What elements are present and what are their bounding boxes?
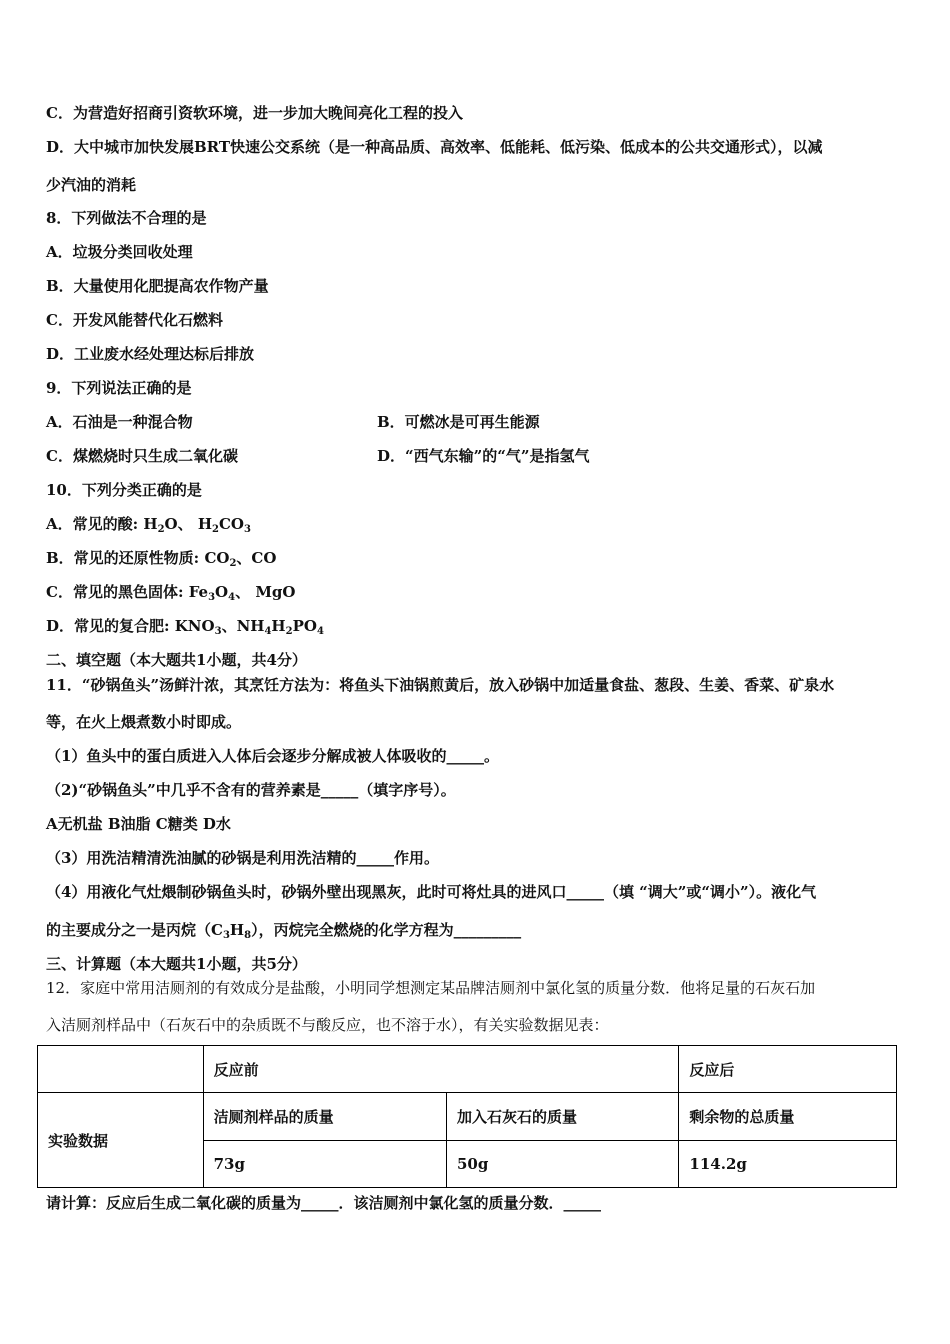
- q7-option-d-line2: 少汽油的消耗: [46, 176, 137, 194]
- q10-option-a: A．常见的酸: $H_2O$、 $H_2CO_3$: [46, 515, 251, 535]
- q12-question: 请计算：反应后生成二氧化碳的质量为_____．该洁厕剂中氯化氢的质量分数．_____: [46, 1194, 602, 1212]
- q8-option-a: A．垃圾分类回收处理: [46, 243, 193, 261]
- q11-stem-line1: 11．“砂锅鱼头”汤鲜汁浓，其烹饪方法为：将鱼头下油锅煎黄后，放入砂锅中加适量食盐、葱段、生姜、香菜、矿泉水: [46, 676, 835, 694]
- q11-sub2: （2)“砂锅鱼头”中几乎不含有的营养素是_____（填字序号）。: [46, 781, 456, 799]
- table-header-before: 反应前: [203, 1046, 679, 1093]
- q9-option-c: C．煤燃烧时只生成二氧化碳: [46, 447, 238, 465]
- experiment-data-table: [37, 1045, 897, 1188]
- q12-stem-line1: 12．家庭中常用洁厕剂的有效成分是盐酸，小明同学想测定某品牌洁厕剂中氯化氢的质量分数．他将足量的石灰石加: [46, 979, 816, 997]
- q11-sub4-cont: 的主要成分之一是丙烷$(C_3H_8)$，丙烷完全燃烧的化学方程为_________: [46, 921, 522, 941]
- q10-option-d: D．常见的复合肥: $KNO_3$、$NH_4H_2PO_4$: [46, 617, 324, 637]
- q11-options: A无机盐 B油脂 C糖类 D水: [46, 815, 231, 833]
- q11-sub4: （4）用液化气灶煨制砂锅鱼头时，砂锅外壁出现黑灰，此时可将灶具的进风口_____（填 “调大”或“调小”）。液化气: [46, 883, 817, 901]
- table-header-after: 反应后: [679, 1046, 897, 1093]
- table-value-remainder-mass: 114.2g: [679, 1141, 897, 1188]
- table-col-header-sample-mass: 洁厕剂样品的质量: [203, 1093, 446, 1141]
- q11-sub3: （3）用洗洁精清洗油腻的砂锅是利用洗洁精的_____作用。: [46, 849, 439, 867]
- q8-stem: 8．下列做法不合理的是: [46, 209, 207, 227]
- table-corner-cell: [38, 1046, 204, 1093]
- q10-option-c: C．常见的黑色固体: $Fe_3O_4$、 MgO: [46, 583, 296, 603]
- q11-stem-line2: 等，在火上煨煮数小时即成。: [46, 713, 242, 731]
- table-value-sample-mass: 73g: [203, 1141, 446, 1188]
- q7-option-d-line1: D．大中城市加快发展BRT快速公交系统（是一种高品质、高效率、低能耗、低污染、低成本的公共交通形式），以减: [46, 138, 823, 156]
- q9-stem: 9．下列说法正确的是: [46, 379, 192, 397]
- section-2-heading: 二、填空题（本大题共1小题，共4分）: [46, 651, 307, 669]
- q7-option-c: C．为营造好招商引资软环境，进一步加大晚间亮化工程的投入: [46, 104, 463, 122]
- q8-option-d: D．工业废水经处理达标后排放: [46, 345, 255, 363]
- q8-option-c: C．开发风能替代化石燃料: [46, 311, 223, 329]
- q8-option-b: B．大量使用化肥提高农作物产量: [46, 277, 269, 295]
- table-value-limestone-mass: 50g: [446, 1141, 678, 1188]
- q10-stem: 10．下列分类正确的是: [46, 481, 202, 499]
- q10-option-b: B．常见的还原性物质: $CO_2$、CO: [46, 549, 277, 569]
- q9-option-b: B．可燃冰是可再生能源: [377, 413, 540, 431]
- q11-sub1: （1）鱼头中的蛋白质进入人体后会逐步分解成被人体吸收的_____。: [46, 747, 499, 765]
- q9-option-d: D．“西气东输”的“气”是指氢气: [377, 447, 590, 465]
- table-col-header-limestone-mass: 加入石灰石的质量: [446, 1093, 678, 1141]
- q12-stem-line2: 入洁厕剂样品中（石灰石中的杂质既不与酸反应，也不溶于水），有关实验数据见表：: [46, 1016, 609, 1034]
- table-row-label: 实验数据: [38, 1093, 204, 1188]
- q9-option-a: A．石油是一种混合物: [46, 413, 193, 431]
- section-3-heading: 三、计算题（本大题共1小题，共5分）: [46, 955, 307, 973]
- table-col-header-remainder-mass: 剩余物的总质量: [679, 1093, 897, 1141]
